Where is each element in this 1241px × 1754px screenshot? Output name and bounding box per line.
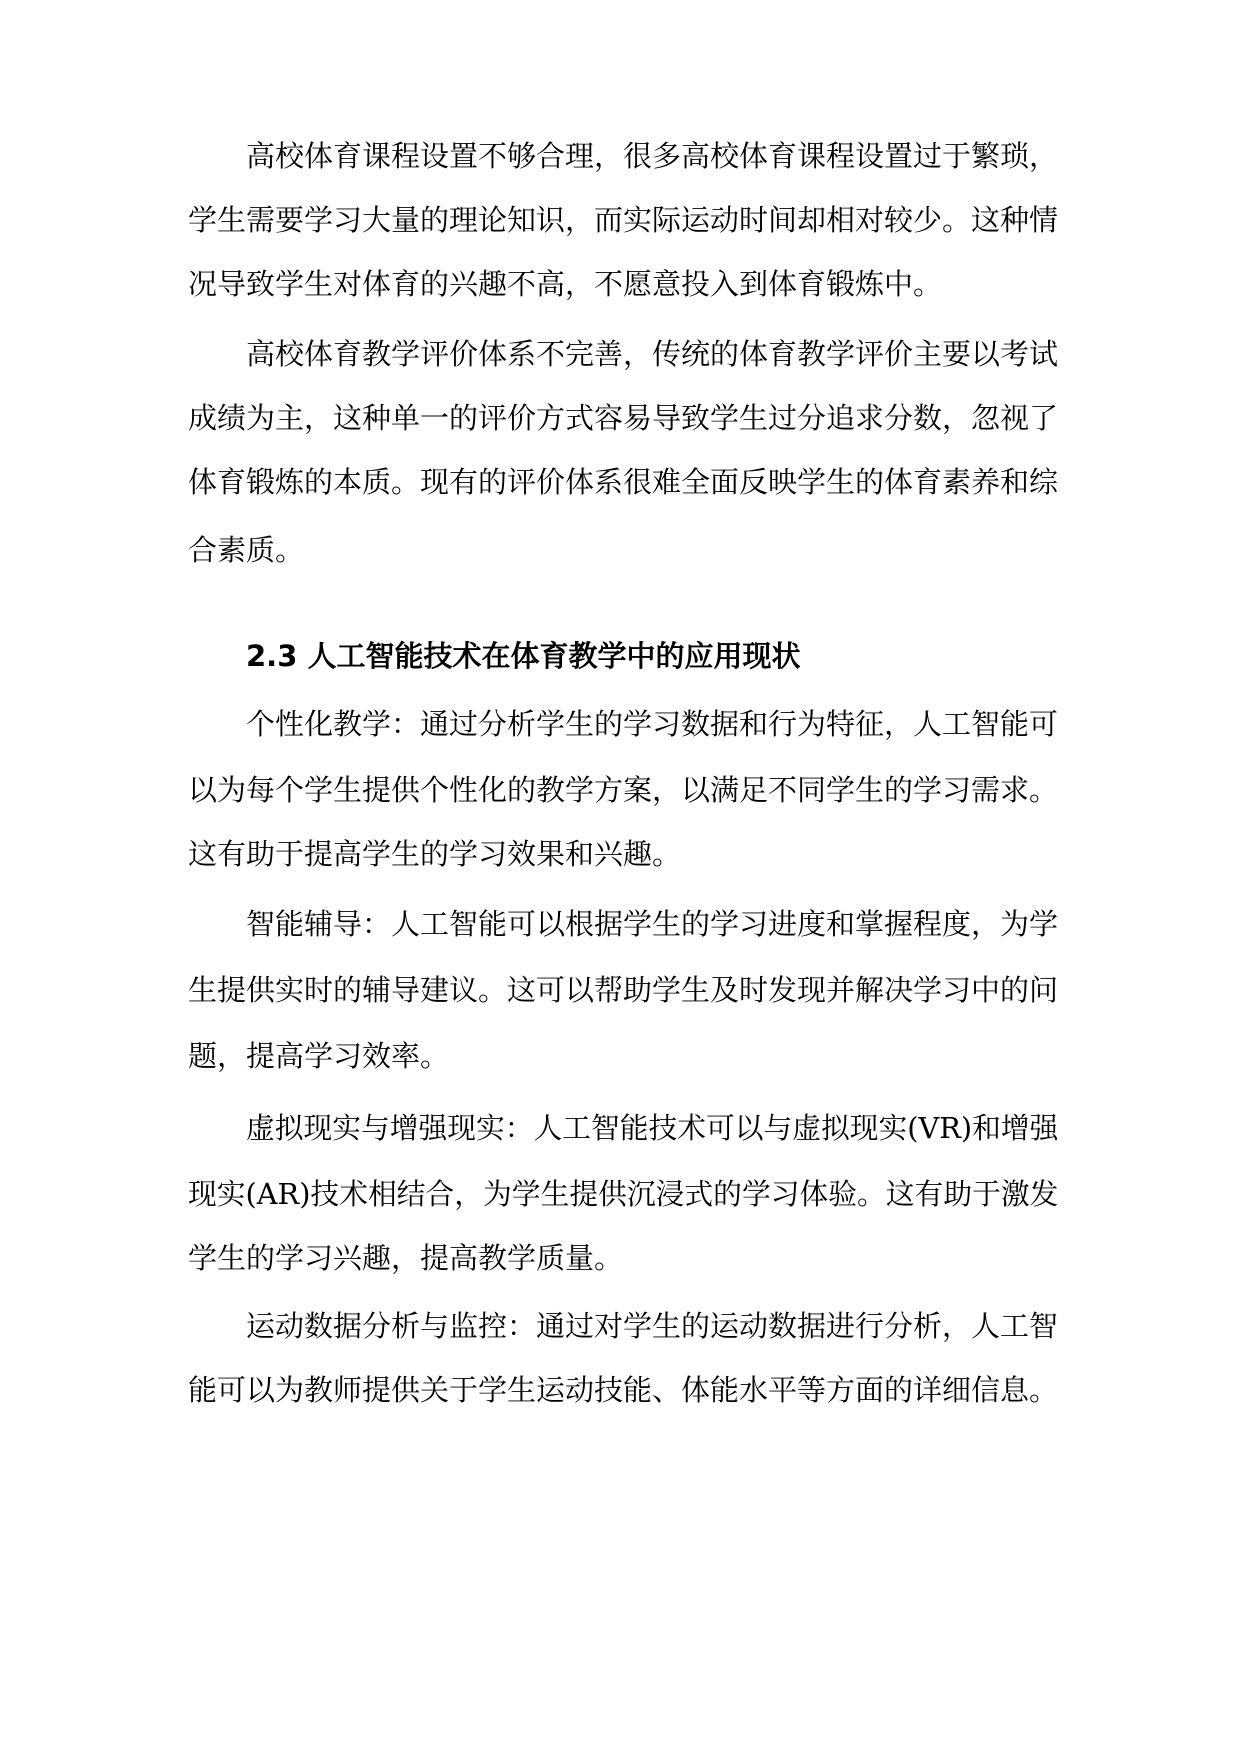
text-line: 合素质。	[188, 533, 305, 567]
text-line: 现实(AR)技术相结合，为学生提供沉浸式的学习体验。这有助于激发	[188, 1177, 1059, 1211]
text-line: 成绩为主，这种单一的评价方式容易导致学生过分追求分数，忽视了	[188, 401, 1059, 435]
section-heading: 2.3 人工智能技术在体育教学中的应用现状	[246, 639, 801, 673]
text-line: 运动数据分析与监控：通过对学生的运动数据进行分析，人工智	[246, 1309, 1059, 1343]
text-line: 高校体育课程设置不够合理，很多高校体育课程设置过于繁琐，	[246, 139, 1059, 173]
text-line: 学生需要学习大量的理论知识，而实际运动时间却相对较少。这种情	[188, 203, 1059, 237]
text-line: 高校体育教学评价体系不完善，传统的体育教学评价主要以考试	[246, 337, 1059, 371]
text-line: 个性化教学：通过分析学生的学习数据和行为特征，人工智能可	[246, 707, 1059, 741]
text-line: 以为每个学生提供个性化的教学方案，以满足不同学生的学习需求。	[188, 773, 1059, 807]
text-line: 况导致学生对体育的兴趣不高，不愿意投入到体育锻炼中。	[188, 267, 943, 301]
text-line: 体育锻炼的本质。现有的评价体系很难全面反映学生的体育素养和综	[188, 465, 1059, 499]
text-line: 学生的学习兴趣，提高教学质量。	[188, 1241, 624, 1275]
text-line: 这有助于提高学生的学习效果和兴趣。	[188, 837, 682, 871]
text-line: 生提供实时的辅导建议。这可以帮助学生及时发现并解决学习中的问	[188, 973, 1059, 1007]
text-line: 题，提高学习效率。	[188, 1039, 450, 1073]
text-line: 能可以为教师提供关于学生运动技能、体能水平等方面的详细信息。	[188, 1373, 1059, 1407]
text-line: 智能辅导：人工智能可以根据学生的学习进度和掌握程度，为学	[246, 907, 1059, 941]
text-line: 虚拟现实与增强现实：人工智能技术可以与虚拟现实(VR)和增强	[246, 1111, 1059, 1145]
